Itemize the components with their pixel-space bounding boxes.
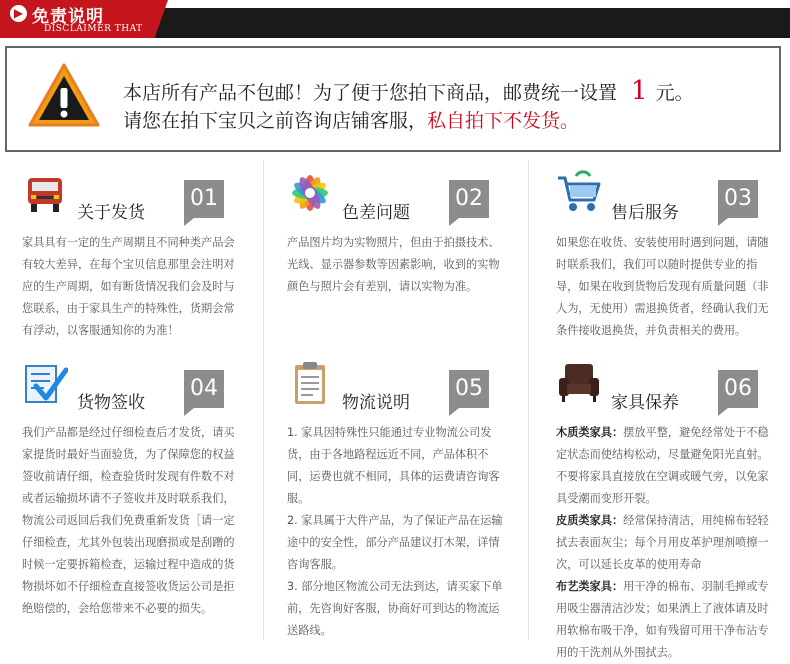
shipping-notice xyxy=(5,46,781,152)
card-number: 01 xyxy=(184,180,224,218)
card-title: 售后服务 xyxy=(611,203,679,223)
card-body: 如果您在收货、安装使用时遇到问题，请随时联系我们，我们可以随时提供专业的指导，如果在收到货物后发现有质量问题（非人为，无使用）需退换货者，经确认我们无条件接收退换货，并负责相关的费用。 xyxy=(556,236,769,337)
shipping-fee-amount: 1 xyxy=(631,76,648,106)
card-number: 05 xyxy=(449,370,489,408)
logistics-note-3: 3. 部分地区物流公司无法到达，请买家下单前，先咨询好客服，协商好可到达的物流运送路线。 xyxy=(287,580,503,637)
shopping-cart-icon xyxy=(556,170,602,216)
notice-line-1: 本店所有产品不包邮！为了便于您拍下商品，邮费统一设置 1 元。 xyxy=(123,76,694,106)
warning-icon xyxy=(27,62,101,128)
card-title: 家具保养 xyxy=(611,393,679,413)
column-divider xyxy=(263,160,264,640)
arrow-right-icon: ▶ xyxy=(10,5,27,22)
card-title: 色差问题 xyxy=(342,203,410,223)
card-body: 家具具有一定的生产周期且不同种类产品会有较大差异，在每个宝贝信息那里会注明对应的生产周期，如有断货情况我们会及时与您联系，由于家具生产的特殊性，货期会常有浮动，以客服通知你的为准！ xyxy=(22,236,235,337)
checklist-icon xyxy=(22,360,68,406)
care-wood: 木质类家具：摆放平整，避免经常处于不稳定状态而使结构松动，尽量避免阳光直射。不要将家具直接放在空调或暖气旁，以免家具受潮而变形开裂。 xyxy=(556,426,769,505)
column-divider xyxy=(528,160,529,640)
card-body xyxy=(556,422,774,664)
card-number: 04 xyxy=(184,370,224,408)
card-body: 产品图片均为实物照片，但由于拍摄技术、光线、显示器参数等因素影响，收到的实物颜色与照片会有差别，请以实物为准。 xyxy=(287,236,500,293)
truck-icon xyxy=(22,170,68,216)
header-subtitle: DISCLAIMER THAT xyxy=(44,24,143,34)
clipboard-icon xyxy=(287,360,333,406)
card-body: 我们产品都是经过仔细检查后才发货，请买家提货时最好当面验货，为了保障您的权益签收前请仔细，检查验货时发现有件数不对或者运输损坏请不子签收并及时联系我们，物流公司返回后我们免费重新发货［请一定仔细检查，尤其外包装出现磨损或是刮蹭的时候一定要拆箱检查，运输过程中造成的货物损坏如不仔细检查直接签收货运公司是拒绝赔偿的，会给您带来不必要的损失。 xyxy=(22,426,235,615)
notice-line-2: 请您在拍下宝贝之前咨询店铺客服，私自拍下不发货。 xyxy=(123,110,580,132)
card-number: 06 xyxy=(718,370,758,408)
section-header xyxy=(0,0,790,38)
care-fabric: 布艺类家具：用干净的棉布、羽制毛掸或专用吸尘器清洁沙发；如果洒上了液体请及时用软棉布吸干净，如有残留可用干净布沾专用的干洗剂从外围拭去。 xyxy=(556,580,769,659)
card-number: 03 xyxy=(718,180,758,218)
color-palette-icon xyxy=(287,170,333,216)
card-body xyxy=(287,422,505,642)
header-title: 免责说明 xyxy=(32,7,104,27)
armchair-icon xyxy=(556,360,602,406)
care-leather: 皮质类家具：经常保持清洁，用纯棉布轻轻拭去表面灰尘；每个月用皮革护理剂喷擦一次，可以延长皮革的使用寿命 xyxy=(556,514,769,571)
card-number: 02 xyxy=(449,180,489,218)
card-title: 物流说明 xyxy=(342,393,410,413)
logistics-note-1: 1. 家具因特殊性只能通过专业物流公司发货，由于各地路程远近不同，产品体积不同，运费也就不相同，具体的运费请咨询客服。 xyxy=(287,426,500,505)
card-title: 关于发货 xyxy=(77,203,145,223)
logistics-note-2: 2. 家具属于大件产品，为了保证产品在运输途中的安全性，部分产品建议打木架，详情咨询客服。 xyxy=(287,514,503,571)
no-ship-warning: 私自拍下不发货。 xyxy=(427,110,580,132)
card-title: 货物签收 xyxy=(77,393,145,413)
